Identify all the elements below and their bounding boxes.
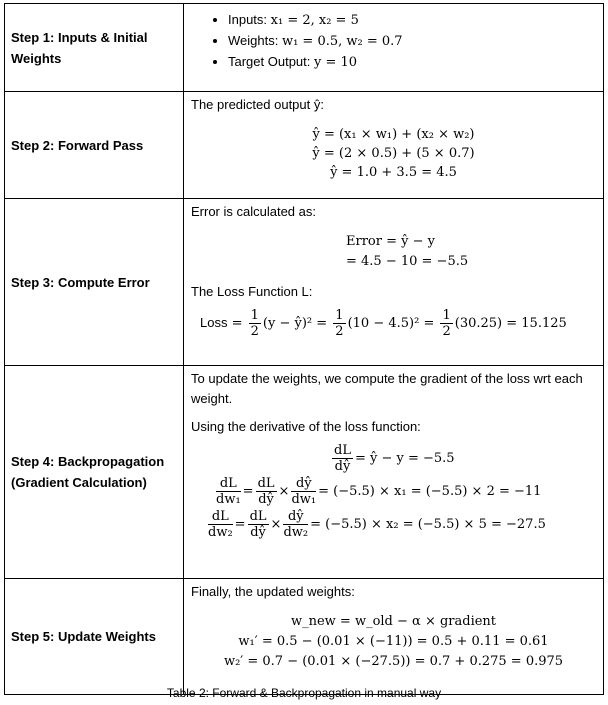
- frac-den: 2: [250, 324, 259, 339]
- update-eq1: w_new = w_old − α × gradient: [290, 614, 497, 629]
- fraction-dL-dyhat: [248, 509, 269, 540]
- table-row-step5: [5, 579, 604, 695]
- frac-den: dw₂: [208, 525, 233, 540]
- error-eq1: Error = ŷ − y: [346, 234, 435, 249]
- forward-eq1: ŷ = (x₁ × w₁) + (x₂ × w₂): [312, 127, 475, 142]
- frac-num: dL: [249, 509, 267, 524]
- step-label: Step 2: Forward Pass: [5, 92, 184, 199]
- table-row-step2: [5, 92, 604, 199]
- step5-content: [184, 579, 604, 695]
- target-math: y = 10: [314, 55, 358, 70]
- step-label: Step 4: Backpropagation (Gradient Calculation): [5, 366, 184, 579]
- grad-eq1-rest: = ŷ − y = −5.5: [354, 451, 455, 466]
- fraction-half: [333, 308, 345, 339]
- table-row-step3: [5, 199, 604, 366]
- frac-num: 1: [335, 308, 344, 323]
- inputs-list: [184, 10, 603, 73]
- grad-eq3: $\frac{dL}{\text{dw₂}}$ = $\frac{dL}{dŷ}$ × $\frac{dŷ}{\text{dw₂}}$ = (−5.5) × x₂ = (−5.5) × 5 = −27.5: [208, 509, 546, 540]
- backprop-table: [4, 3, 604, 695]
- frac-den: dŷ: [250, 525, 266, 540]
- update-eq3: w₂′ = 0.7 − (0.01 × (−27.5)) = 0.7 + 0.275 = 0.975: [223, 654, 564, 669]
- loss-word: Loss: [200, 315, 228, 330]
- error-eq2: = 4.5 − 10 = −5.5: [346, 254, 469, 269]
- frac-num: dL: [208, 509, 233, 525]
- grad-eq3-rest: = (−5.5) × x₂ = (−5.5) × 5 = −27.5: [310, 517, 546, 532]
- update-intro: Finally, the updated weights:: [191, 584, 355, 599]
- frac-num: dŷ: [283, 509, 308, 525]
- grad-eq2-rest: = (−5.5) × x₁ = (−5.5) × 2 = −11: [318, 484, 542, 499]
- forward-intro: The predicted output ŷ:: [191, 97, 324, 112]
- list-item-weights: [228, 31, 603, 52]
- fraction-half: [440, 308, 452, 339]
- loss-equation: Loss = $\frac{1}{2}$ (y − ŷ)² = $\frac{1}{2}$ (10 − 4.5)² = $\frac{1}{2}$ (30.25) = 15.125: [200, 308, 567, 339]
- step3-content: [184, 199, 604, 366]
- step-label: Step 3: Compute Error: [5, 199, 184, 366]
- fraction-dL-dw2: [208, 509, 233, 540]
- frac-den: 2: [442, 324, 451, 339]
- grad-eq2: $\frac{dL}{\text{dw₁}}$ = $\frac{dL}{dŷ}$ × $\frac{dŷ}{\text{dw₁}}$ = (−5.5) × x₁ = (−5.5) × 2 = −11: [216, 476, 542, 507]
- table-row-step1: [5, 4, 604, 92]
- step-label: Step 5: Update Weights: [5, 579, 184, 695]
- step-label: Step 1: Inputs & Initial Weights: [5, 4, 184, 92]
- step4-content: [184, 366, 604, 579]
- frac-num: 1: [442, 308, 451, 323]
- fraction-dL-dw1: [216, 476, 241, 507]
- inputs-math: x₁ = 2, x₂ = 5: [270, 13, 359, 28]
- frac-den: dŷ: [334, 459, 351, 474]
- inputs-label: Inputs:: [228, 12, 271, 27]
- forward-eq2: ŷ = (2 × 0.5) + (5 × 0.7): [312, 146, 475, 161]
- frac-den: dw₂: [283, 525, 309, 540]
- loss-term3: (30.25) = 15.125: [454, 316, 567, 331]
- frac-den: 2: [335, 324, 344, 339]
- frac-den: dw₁: [216, 492, 241, 507]
- loss-term2: (10 − 4.5)²: [347, 316, 420, 331]
- fraction-dyhat-dw1: [291, 476, 316, 507]
- frac-num: dL: [334, 443, 351, 458]
- fraction-dyhat-dw2: [283, 509, 308, 540]
- fraction-half: [249, 308, 261, 339]
- weights-math: w₁ = 0.5, w₂ = 0.7: [281, 34, 403, 49]
- weights-label: Weights:: [228, 33, 282, 48]
- loss-term1: (y − ŷ)²: [262, 316, 313, 331]
- list-item-target: [228, 52, 603, 73]
- frac-den: dŷ: [258, 492, 274, 507]
- target-label: Target Output:: [228, 54, 314, 69]
- frac-num: 1: [250, 308, 259, 323]
- table-caption: Table 2: Forward & Backpropagation in manual way: [166, 686, 442, 700]
- fraction-dL-dyhat: [256, 476, 277, 507]
- frac-num: dL: [216, 476, 241, 492]
- derivative-intro: Using the derivative of the loss function:: [191, 419, 421, 434]
- frac-num: dŷ: [291, 476, 316, 492]
- update-eq2: w₁′ = 0.5 − (0.01 × (−11)) = 0.5 + 0.11 = 0.61: [238, 634, 549, 649]
- frac-den: dw₁: [291, 492, 317, 507]
- fraction-dL-dyhat: [332, 443, 353, 474]
- frac-num: dL: [257, 476, 275, 491]
- grad-eq1: [184, 443, 603, 474]
- error-intro: Error is calculated as:: [191, 204, 316, 219]
- list-item-inputs: [228, 10, 603, 31]
- forward-eq3: ŷ = 1.0 + 3.5 = 4.5: [330, 165, 457, 180]
- step1-content: [184, 4, 604, 92]
- backprop-intro: To update the weights, we compute the gradient of the loss wrt each weight.: [191, 371, 583, 406]
- table-row-step4: [5, 366, 604, 579]
- step2-content: [184, 92, 604, 199]
- loss-intro: The Loss Function L:: [191, 284, 313, 299]
